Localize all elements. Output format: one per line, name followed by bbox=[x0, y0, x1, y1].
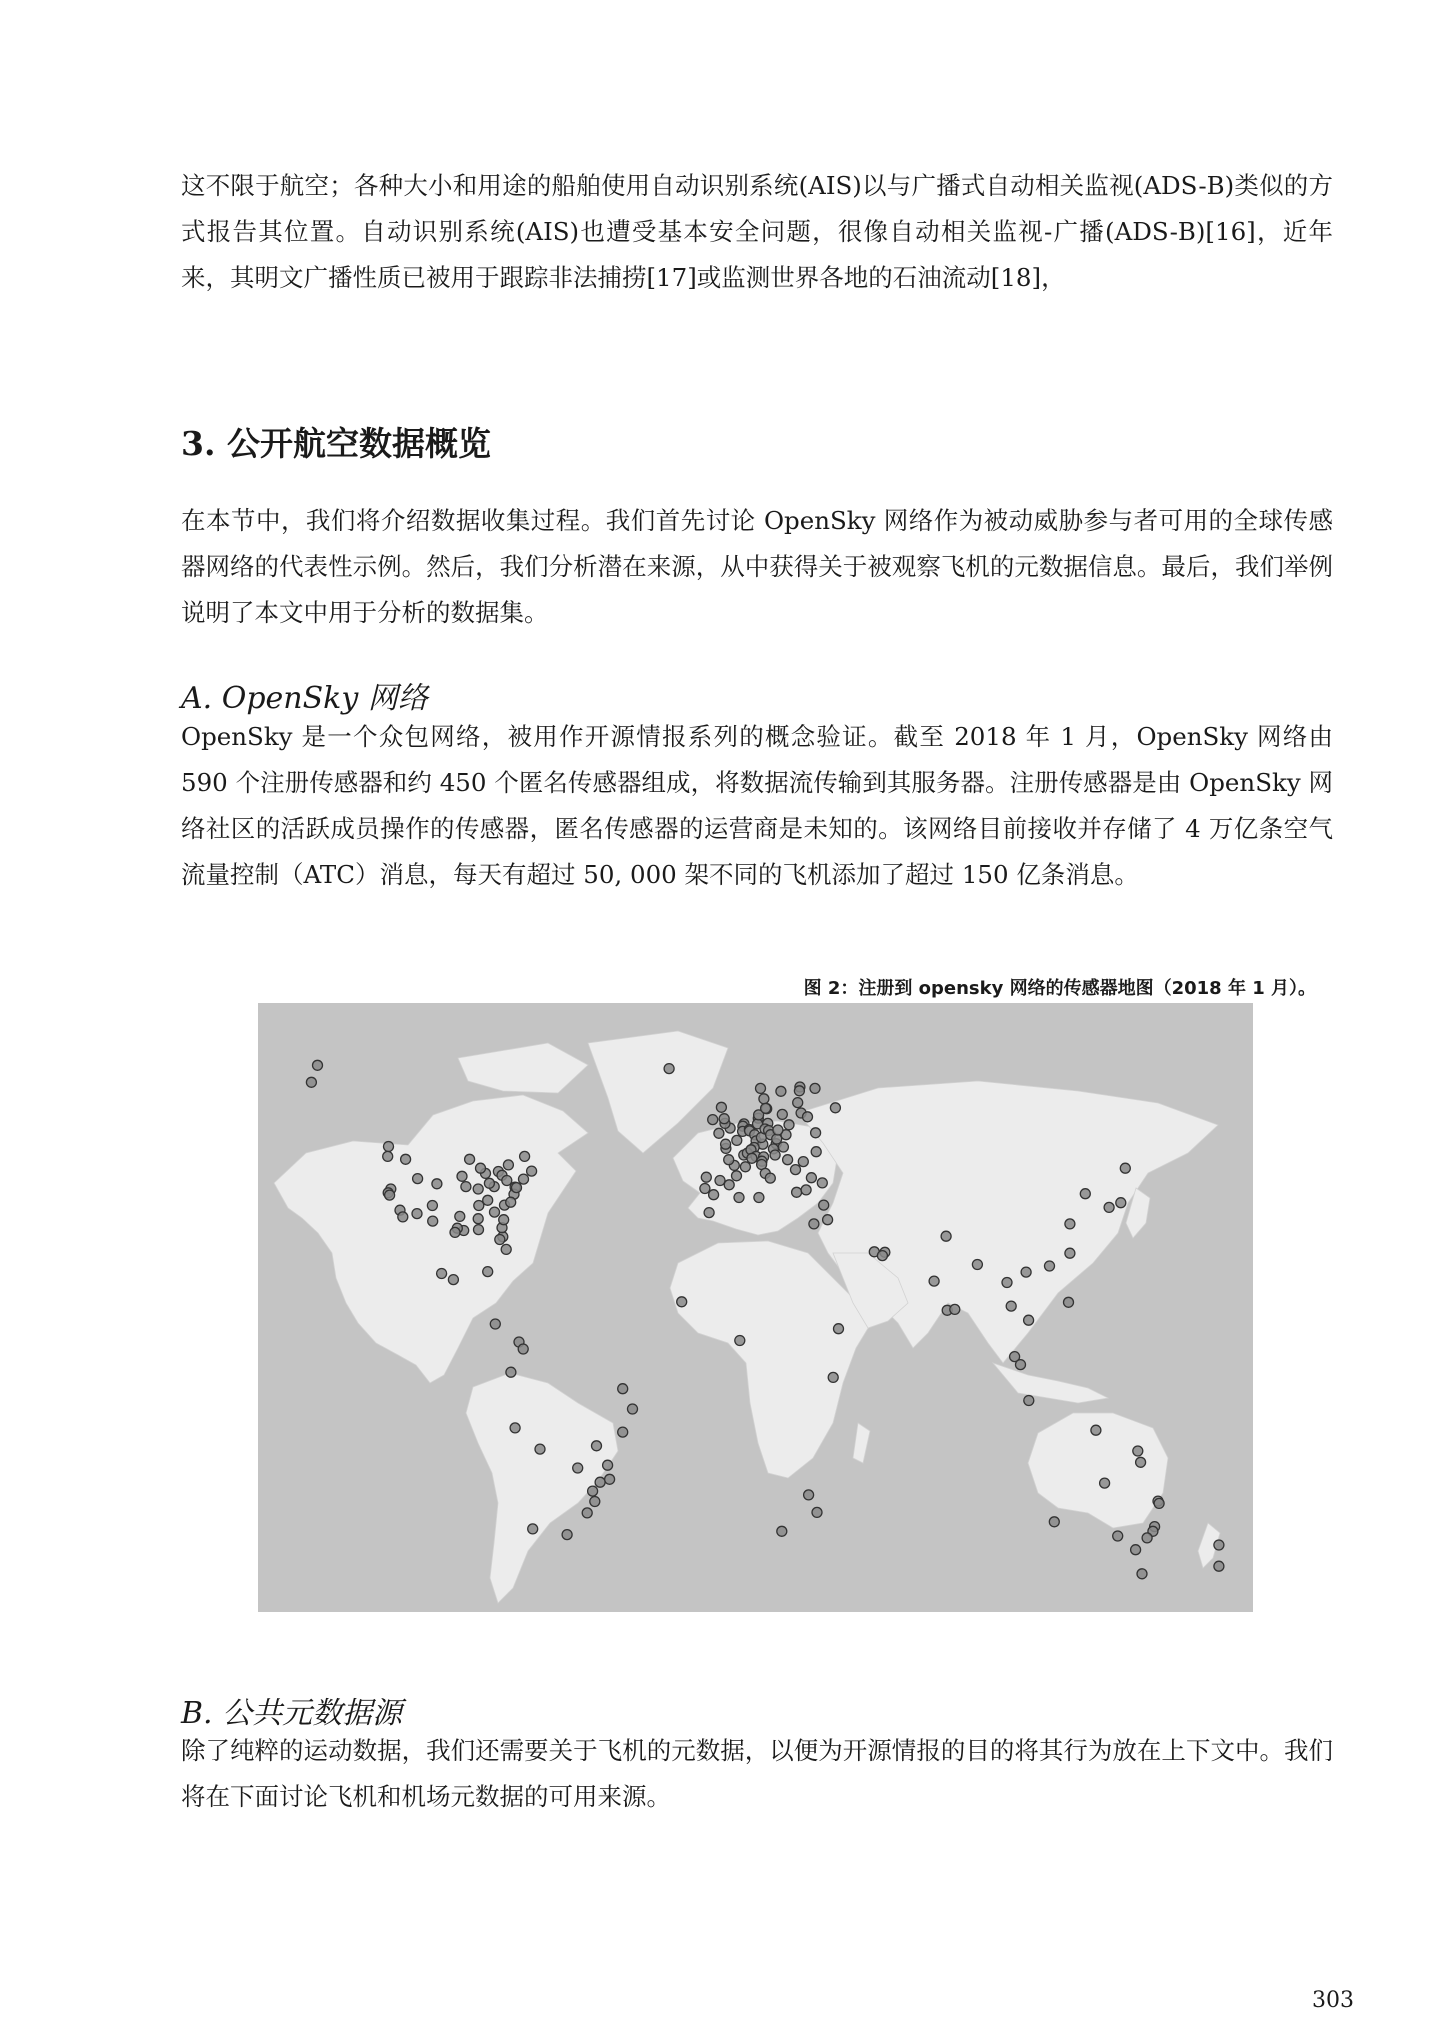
sensor-marker bbox=[1006, 1301, 1016, 1311]
sensor-marker bbox=[595, 1477, 605, 1487]
sensor-marker bbox=[474, 1201, 484, 1211]
sensor-marker bbox=[618, 1384, 628, 1394]
sensor-marker bbox=[823, 1215, 833, 1225]
sensor-marker bbox=[740, 1162, 750, 1172]
sensor-marker bbox=[1024, 1396, 1034, 1406]
sensor-marker bbox=[721, 1139, 731, 1149]
sensor-marker bbox=[804, 1490, 814, 1500]
sensor-marker bbox=[428, 1216, 438, 1226]
sensor-marker bbox=[819, 1200, 829, 1210]
section-3-heading: 3. 公开航空数据概览 bbox=[181, 424, 491, 463]
sensor-marker bbox=[817, 1178, 827, 1188]
sensor-marker bbox=[506, 1197, 516, 1207]
sensor-marker bbox=[1002, 1278, 1012, 1288]
sensor-marker bbox=[483, 1267, 493, 1277]
sensor-marker bbox=[501, 1244, 511, 1254]
sensor-marker bbox=[1065, 1219, 1075, 1229]
sensor-marker bbox=[828, 1372, 838, 1382]
arctic-islands bbox=[458, 1043, 588, 1093]
sensor-marker bbox=[520, 1151, 530, 1161]
sensor-marker bbox=[794, 1086, 804, 1096]
sensor-marker bbox=[701, 1172, 711, 1182]
sensor-marker bbox=[1116, 1198, 1126, 1208]
sensor-marker bbox=[759, 1094, 769, 1104]
sensor-marker bbox=[590, 1497, 600, 1507]
sensor-marker bbox=[484, 1178, 494, 1188]
sensor-marker bbox=[756, 1083, 766, 1093]
sensor-marker bbox=[777, 1526, 787, 1536]
sensor-marker bbox=[732, 1135, 742, 1145]
sensor-marker bbox=[476, 1163, 486, 1173]
subsection-a-heading: A. OpenSky 网络 bbox=[181, 681, 428, 716]
sensor-marker bbox=[784, 1120, 794, 1130]
sensor-marker bbox=[1100, 1478, 1110, 1488]
sensor-marker bbox=[506, 1367, 516, 1377]
sensor-marker bbox=[427, 1201, 437, 1211]
sensor-marker bbox=[708, 1115, 718, 1125]
sensor-marker bbox=[677, 1297, 687, 1307]
sensor-marker bbox=[929, 1276, 939, 1286]
sensor-marker bbox=[765, 1173, 775, 1183]
sensor-marker bbox=[783, 1155, 793, 1165]
sensor-marker bbox=[716, 1102, 726, 1112]
sensor-marker bbox=[528, 1524, 538, 1534]
sensor-marker bbox=[473, 1184, 483, 1194]
sensor-marker bbox=[714, 1128, 724, 1138]
sensor-marker bbox=[510, 1423, 520, 1433]
sensor-marker bbox=[495, 1235, 505, 1245]
sensor-marker bbox=[809, 1219, 819, 1229]
sensor-marker bbox=[385, 1190, 395, 1200]
sensor-marker bbox=[474, 1225, 484, 1235]
sensor-marker bbox=[384, 1142, 394, 1152]
sensor-marker bbox=[811, 1147, 821, 1157]
sensor-marker bbox=[518, 1344, 528, 1354]
sensor-marker bbox=[724, 1155, 734, 1165]
sensor-marker bbox=[432, 1179, 442, 1189]
sensor-marker bbox=[724, 1180, 734, 1190]
sensor-marker bbox=[603, 1460, 613, 1470]
sensor-marker bbox=[413, 1174, 423, 1184]
sensor-marker bbox=[1064, 1297, 1074, 1307]
sensor-marker bbox=[735, 1336, 745, 1346]
sensor-marker bbox=[437, 1269, 447, 1279]
sensor-marker bbox=[582, 1508, 592, 1518]
sensor-marker bbox=[483, 1195, 493, 1205]
sensor-marker bbox=[1049, 1517, 1059, 1527]
sensor-marker bbox=[732, 1171, 742, 1181]
sensor-marker bbox=[791, 1165, 801, 1175]
sensor-world-map bbox=[258, 1003, 1253, 1612]
sensor-marker bbox=[1133, 1446, 1143, 1456]
sensor-marker bbox=[527, 1166, 537, 1176]
sensor-marker bbox=[1080, 1189, 1090, 1199]
sensor-marker bbox=[950, 1304, 960, 1314]
sensor-marker bbox=[754, 1193, 764, 1203]
sensor-marker bbox=[519, 1174, 529, 1184]
sensor-marker bbox=[792, 1187, 802, 1197]
sensor-marker bbox=[605, 1474, 615, 1484]
sensor-marker bbox=[588, 1486, 598, 1496]
subsection-b-paragraph: 除了纯粹的运动数据，我们还需要关于飞机的元数据，以便为开源情报的目的将其行为放在上下文中。我们将在下面讨论飞机和机场元数据的可用来源。 bbox=[181, 1736, 1333, 1811]
sensor-marker bbox=[972, 1260, 982, 1270]
sensor-marker bbox=[448, 1275, 458, 1285]
sensor-marker bbox=[1120, 1163, 1130, 1173]
sensor-marker bbox=[803, 1112, 813, 1122]
sensor-marker bbox=[502, 1176, 512, 1186]
sensor-marker bbox=[592, 1441, 602, 1451]
sensor-marker bbox=[776, 1086, 786, 1096]
sensor-marker bbox=[1045, 1261, 1055, 1271]
sensor-marker bbox=[811, 1128, 821, 1138]
sensor-marker bbox=[562, 1530, 572, 1540]
sensor-marker bbox=[1214, 1561, 1224, 1571]
sensor-marker bbox=[700, 1184, 710, 1194]
sensor-marker bbox=[777, 1109, 787, 1119]
sensor-marker bbox=[704, 1208, 714, 1218]
sensor-marker bbox=[719, 1114, 729, 1124]
sensor-marker bbox=[1131, 1545, 1141, 1555]
sensor-marker bbox=[709, 1190, 719, 1200]
sensor-marker bbox=[761, 1103, 771, 1113]
sensor-marker bbox=[812, 1507, 822, 1517]
sensor-marker bbox=[503, 1160, 513, 1170]
sensor-marker bbox=[401, 1154, 411, 1164]
section-3-paragraph: 在本节中，我们将介绍数据收集过程。我们首先讨论 OpenSky 网络作为被动威胁参与者可用的全球传感器网络的代表性示例。然后，我们分析潜在来源，从中获得关于被观察飞机的元数据信息。最后，我们举例说明了本文中用于分析的数据集。 bbox=[181, 506, 1333, 627]
sensor-marker bbox=[834, 1324, 844, 1334]
sensor-marker bbox=[457, 1171, 467, 1181]
sensor-marker bbox=[1016, 1360, 1026, 1370]
sensor-marker bbox=[535, 1444, 545, 1454]
sensor-marker bbox=[455, 1211, 465, 1221]
sensor-marker bbox=[628, 1404, 638, 1414]
sensor-marker bbox=[770, 1150, 780, 1160]
subsection-b-heading: B. 公共元数据源 bbox=[181, 1696, 403, 1731]
sensor-marker bbox=[490, 1207, 500, 1217]
sensor-marker bbox=[313, 1060, 323, 1070]
sensor-marker bbox=[1136, 1457, 1146, 1467]
sensor-marker bbox=[801, 1185, 811, 1195]
sensor-marker bbox=[473, 1214, 483, 1224]
sensor-marker bbox=[1113, 1531, 1123, 1541]
sensor-marker bbox=[412, 1209, 422, 1219]
sensor-marker bbox=[806, 1173, 816, 1183]
madagascar-island bbox=[853, 1423, 870, 1463]
sensor-marker bbox=[830, 1103, 840, 1113]
sensor-marker bbox=[383, 1151, 393, 1161]
sensor-marker bbox=[573, 1463, 583, 1473]
sensor-marker bbox=[1142, 1533, 1152, 1543]
sensor-marker bbox=[1065, 1248, 1075, 1258]
sensor-marker bbox=[798, 1157, 808, 1167]
sensor-marker bbox=[747, 1153, 757, 1163]
africa-landmass bbox=[670, 1241, 870, 1478]
sensor-marker bbox=[512, 1183, 522, 1193]
indonesia-islands bbox=[993, 1363, 1108, 1403]
sensor-marker bbox=[1154, 1498, 1164, 1508]
sensor-marker bbox=[715, 1176, 725, 1186]
sensor-marker bbox=[461, 1182, 471, 1192]
intro-paragraph: 这不限于航空；各种大小和用途的船舶使用自动识别系统(AIS)以与广播式自动相关监视(ADS-B)类似的方式报告其位置。自动识别系统(AIS)也遭受基本安全问题，很像自动相关监视-广播(ADS-B)[16]，近年来，其明文广播性质已被用于跟踪非法捕捞[17]或监测世界各地的石油流动[18]， bbox=[181, 171, 1333, 292]
sensor-marker bbox=[465, 1154, 475, 1164]
sensor-marker bbox=[499, 1215, 509, 1225]
page-number: 303 bbox=[1312, 1988, 1354, 2013]
sensor-marker bbox=[450, 1227, 460, 1237]
sensor-marker bbox=[1024, 1315, 1034, 1325]
world-map-svg bbox=[258, 1003, 1253, 1612]
sensor-marker bbox=[1214, 1540, 1224, 1550]
sensor-marker bbox=[1137, 1569, 1147, 1579]
sensor-marker bbox=[810, 1083, 820, 1093]
sensor-marker bbox=[778, 1142, 788, 1152]
north-america-landmass bbox=[274, 1095, 588, 1383]
sensor-marker bbox=[618, 1427, 628, 1437]
sensor-marker bbox=[1021, 1267, 1031, 1277]
sensor-marker bbox=[773, 1125, 783, 1135]
sensor-marker bbox=[1104, 1202, 1114, 1212]
sensor-marker bbox=[734, 1193, 744, 1203]
sensor-marker bbox=[490, 1319, 500, 1329]
sensor-marker bbox=[306, 1077, 316, 1087]
sensor-marker bbox=[664, 1064, 674, 1074]
subsection-a-paragraph: OpenSky 是一个众包网络，被用作开源情报系列的概念验证。截至 2018 年 1 月，OpenSky 网络由 590 个注册传感器和约 450 个匿名传感器组成，将数据流传输到其服务器。注册传感器是由 OpenSky 网络社区的活跃成员操作的传感器，匿名传感器的运营商是未知的。该网络目前接收并存储了 4 万亿条空气流量控制（ATC）消息，每天有超过 50, 000 架不同的飞机添加了超过 150 亿条消息。 bbox=[181, 722, 1333, 889]
sensor-marker bbox=[877, 1251, 887, 1261]
sensor-marker bbox=[941, 1231, 951, 1241]
sensor-marker bbox=[1091, 1425, 1101, 1435]
sensor-marker bbox=[398, 1212, 408, 1222]
sensor-marker bbox=[793, 1098, 803, 1108]
figure-caption: 图 2：注册到 opensky 网络的传感器地图（2018 年 1 月）。 bbox=[803, 978, 1316, 999]
